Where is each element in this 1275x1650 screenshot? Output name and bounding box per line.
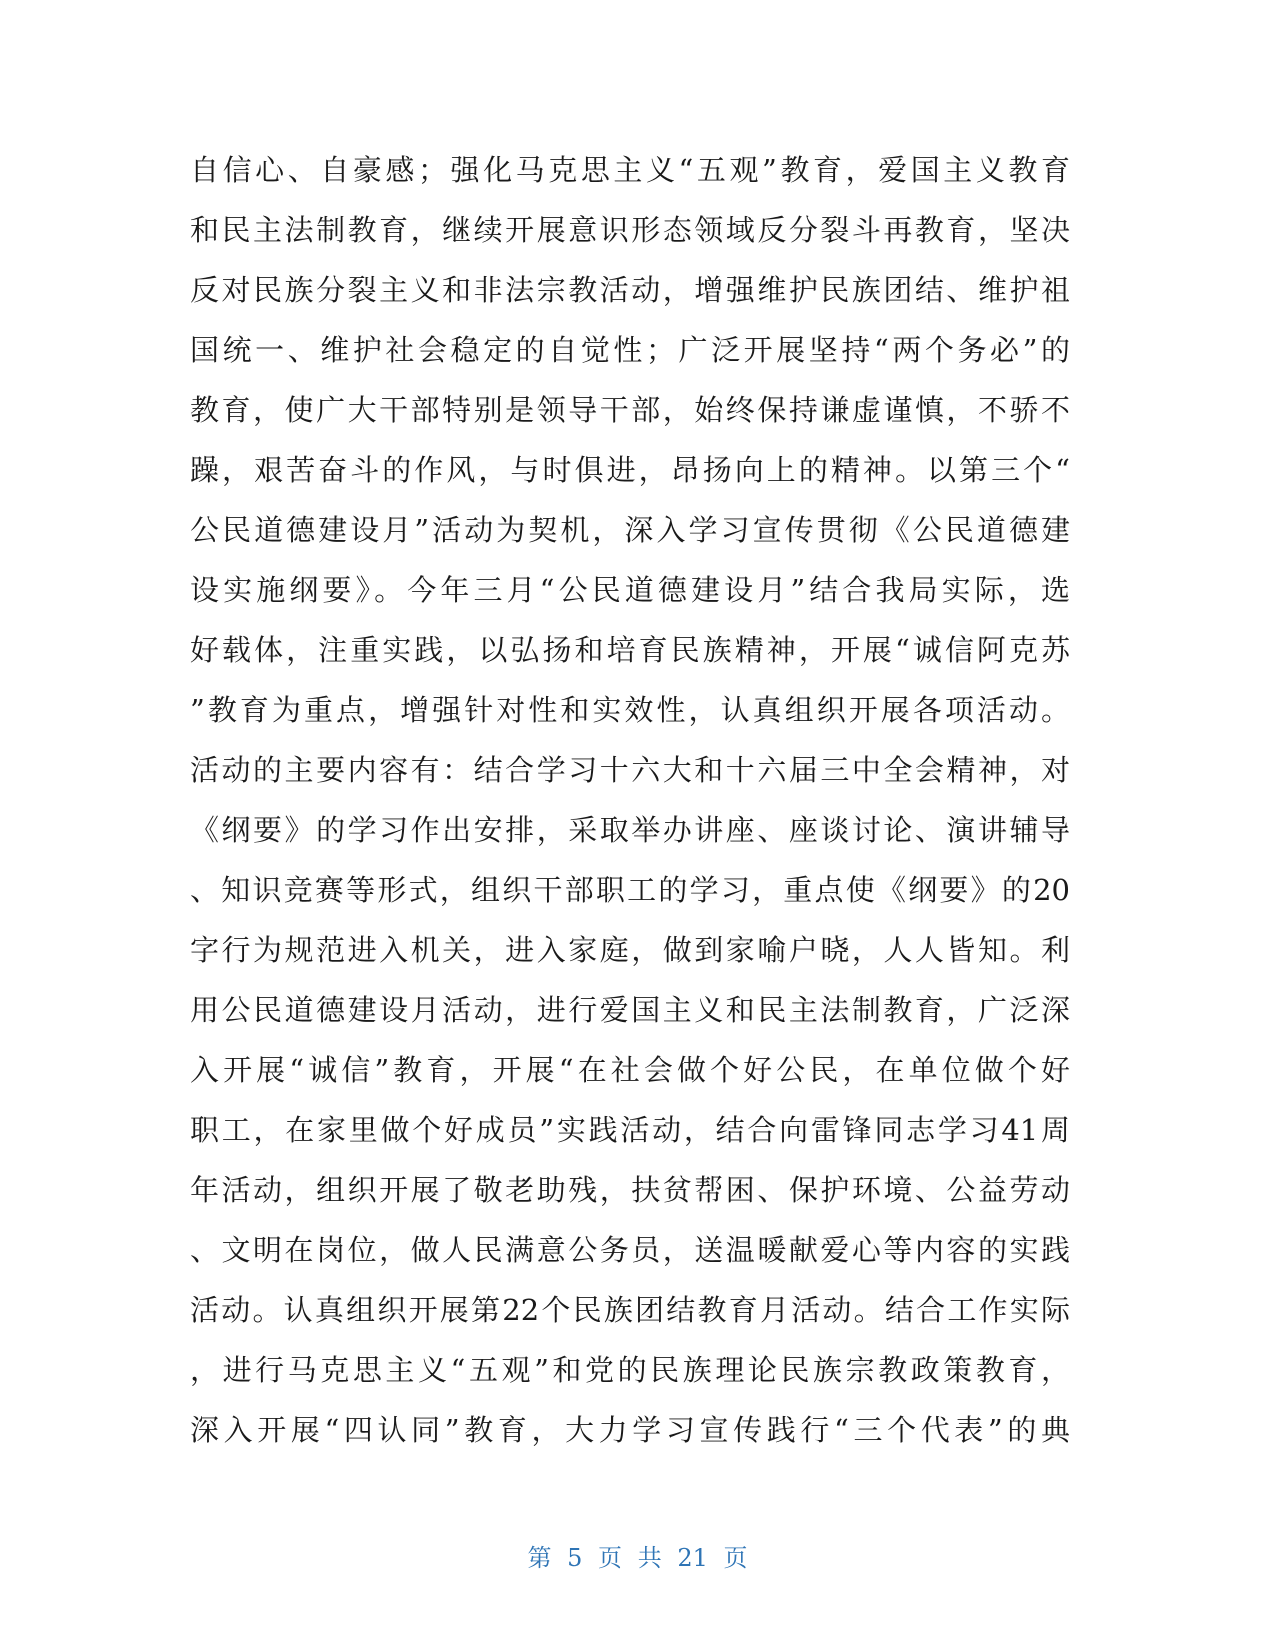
current-page-number: 5 xyxy=(567,1544,583,1572)
text-line: 入开展“诚信”教育，开展“在社会做个好公民，在单位做个好 xyxy=(190,1053,1070,1087)
text-line: 设实施纲要》。今年三月“公民道德建设月”结合我局实际，选 xyxy=(190,573,1070,607)
text-line: 活动的主要内容有：结合学习十六大和十六届三中全会精神，对 xyxy=(190,753,1070,787)
text-line: 字行为规范进入机关，进入家庭，做到家喻户晓，人人皆知。利 xyxy=(190,933,1070,967)
text-line: 深入开展“四认同”教育，大力学习宣传践行“三个代表”的典 xyxy=(190,1413,1070,1447)
text-line: 国统一、维护社会稳定的自觉性；广泛开展坚持“两个务必”的 xyxy=(190,333,1070,367)
text-line: 年活动，组织开展了敬老助残，扶贫帮困、保护环境、公益劳动 xyxy=(190,1173,1070,1207)
text-line: 自信心、自豪感；强化马克思主义“五观”教育，爱国主义教育 xyxy=(190,153,1070,187)
text-line: 用公民道德建设月活动，进行爱国主义和民主法制教育，广泛深 xyxy=(190,993,1070,1027)
text-line: 职工，在家里做个好成员”实践活动，结合向雷锋同志学习41周 xyxy=(190,1113,1070,1147)
footer-prefix: 第 xyxy=(527,1544,552,1572)
text-line: 躁，艰苦奋斗的作风，与时俱进，昂扬向上的精神。以第三个“ xyxy=(190,453,1070,487)
text-line: 、文明在岗位，做人民满意公务员，送温暖献爱心等内容的实践 xyxy=(190,1233,1070,1267)
footer-total-unit: 页 xyxy=(723,1544,748,1572)
text-line: 公民道德建设月”活动为契机，深入学习宣传贯彻《公民道德建 xyxy=(190,513,1070,547)
text-line: ”教育为重点，增强针对性和实效性，认真组织开展各项活动。 xyxy=(190,693,1070,727)
text-line: 教育，使广大干部特别是领导干部，始终保持谦虚谨慎，不骄不 xyxy=(190,393,1070,427)
text-line: 反对民族分裂主义和非法宗教活动，增强维护民族团结、维护祖 xyxy=(190,273,1070,307)
footer-total-prefix: 共 xyxy=(637,1544,662,1572)
body-text xyxy=(190,140,1070,1460)
text-line: 好载体，注重实践，以弘扬和培育民族精神，开展“诚信阿克苏 xyxy=(190,633,1070,667)
page-footer xyxy=(0,1538,1275,1573)
footer-page-unit: 页 xyxy=(598,1544,623,1572)
total-page-count: 21 xyxy=(677,1544,708,1572)
text-line: 活动。认真组织开展第22个民族团结教育月活动。结合工作实际 xyxy=(190,1293,1070,1327)
text-line: 、知识竞赛等形式，组织干部职工的学习，重点使《纲要》的20 xyxy=(190,873,1070,907)
text-line: 《纲要》的学习作出安排，采取举办讲座、座谈讨论、演讲辅导 xyxy=(190,813,1070,847)
text-line: ，进行马克思主义“五观”和党的民族理论民族宗教政策教育， xyxy=(190,1353,1070,1387)
text-line: 和民主法制教育，继续开展意识形态领域反分裂斗再教育，坚决 xyxy=(190,213,1070,247)
